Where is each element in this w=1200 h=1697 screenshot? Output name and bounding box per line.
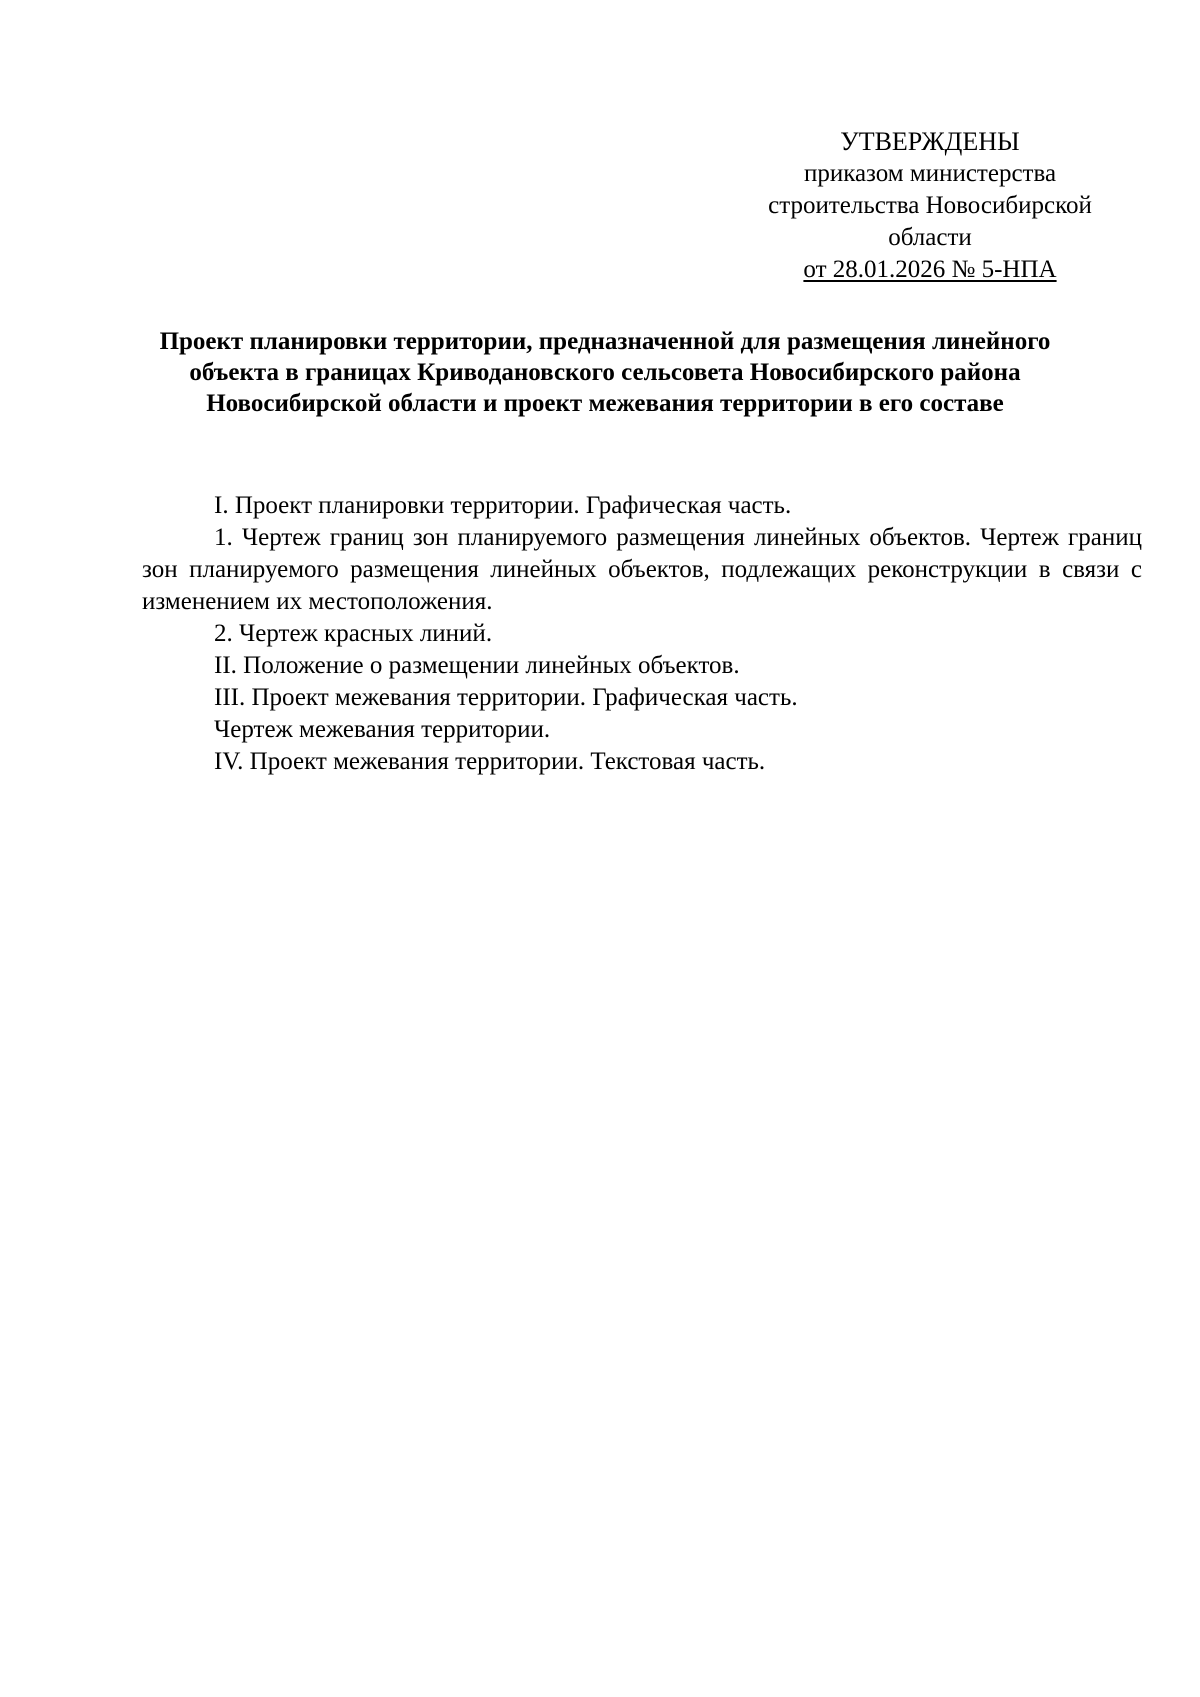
contents-item: Чертеж межевания территории. — [214, 716, 551, 743]
approval-line-3: области — [888, 224, 972, 251]
contents-item: 1. Чертеж границ зон планируемого размещения линейных объектов. Чертеж границ зон планируемого размещения линейных объектов, подлежащих реконструкции в связи с изменением их местоположения. — [142, 524, 1142, 615]
contents-item: II. Положение о размещении линейных объектов. — [214, 652, 740, 679]
approval-line-2: строительства Новосибирской — [768, 192, 1092, 219]
contents-item: IV. Проект межевания территории. Текстовая часть. — [214, 748, 766, 775]
contents-item: 2. Чертеж красных линий. — [214, 620, 493, 647]
contents-item: III. Проект межевания территории. Графическая часть. — [214, 684, 798, 711]
order-reference: от 28.01.2026 № 5-НПА — [803, 256, 1057, 283]
contents-item: I. Проект планировки территории. Графическая часть. — [214, 492, 792, 519]
document-title: Проект планировки территории, предназначенной для размещения линейного объекта в границах Криводановского сельсовета Новосибирского района Новосибирской области и проект межевания территории в его составе — [159, 328, 1051, 417]
approval-stamp — [720, 126, 1140, 286]
contents-list — [142, 490, 1142, 778]
approved-heading: УТВЕРЖДЕНЫ — [840, 127, 1020, 156]
approval-line-1: приказом министерства — [803, 160, 1057, 187]
